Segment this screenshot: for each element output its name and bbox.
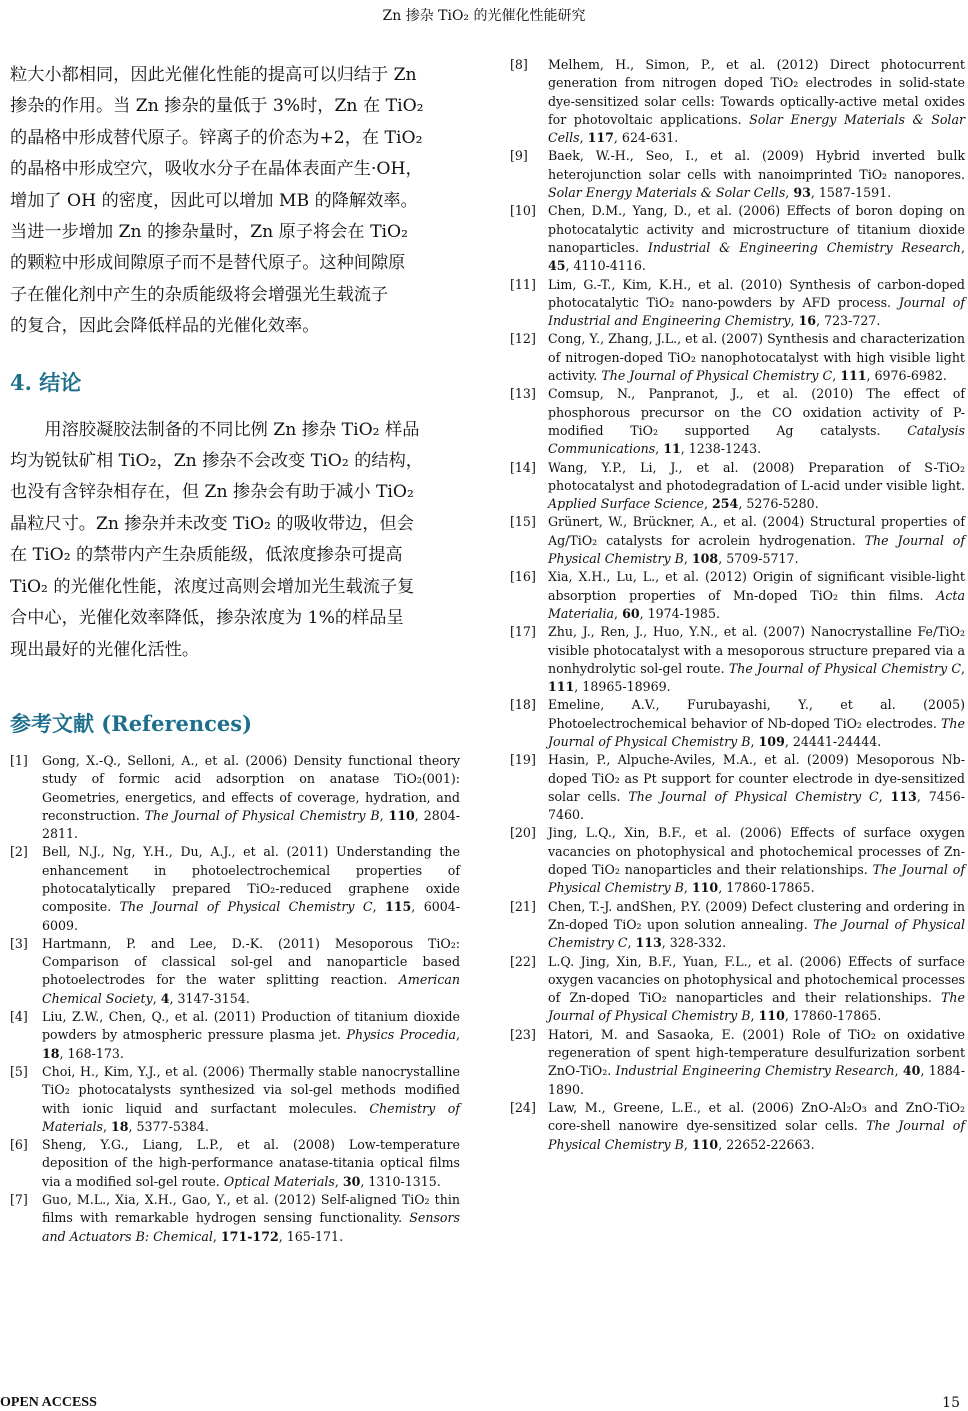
page-number: 15 [942,1395,960,1411]
journal-name: The Journal of Physical Chemistry B [548,715,965,749]
text-line: 用溶胶凝胶法制备的不同比例 Zn 掺杂 TiO₂ 样品 [44,419,420,440]
reference-number: [19] [510,752,536,768]
volume: 40 [902,1063,921,1079]
volume: 11 [663,441,681,457]
journal-name: The Journal of Physical Chemistry C [119,899,373,915]
reference-item [510,147,965,202]
journal-name: Sensors and Actuators B: Chemical [42,1210,460,1244]
reference-text: Emeline, A.V., Furubayashi, Y., et al. (2005) Photoelectrochemical behavior of Nb-doped TiO₂ electrodes. The Journal of Physical Chemistry B, 109, 24441-24444. [548,697,965,749]
reference-text: Bell, N.J., Ng, Y.H., Du, A.J., et al. (2011) Understanding the enhancement in photoelectrochemical properties of photocatalytically prepared TiO₂-reduced graphene oxide composite. The Journal of Physical Chemistry C, 115, 6004-6009. [42,844,460,933]
reference-number: [18] [510,697,536,713]
reference-number: [2] [10,844,28,860]
volume: 109 [758,733,785,749]
reference-number: [5] [10,1063,28,1079]
references-title: 参考文献 (References) [10,710,253,736]
reference-item [510,824,965,897]
reference-item [510,623,965,696]
journal-name: The Journal of Physical Chemistry B [548,990,965,1024]
reference-text: Liu, Z.W., Chen, Q., et al. (2011) Production of titanium dioxide powders by atmospheric pressure plasma jet. Physics Procedia, 18, 168-173. [42,1009,460,1061]
reference-text: Lim, G.-T., Kim, K.H., et al. (2010) Synthesis of carbon-doped photocatalytic TiO₂ nano-powders by AFD process. Journal of Industrial and Engineering Chemistry, 16, 723-727. [548,276,966,329]
text-line: 的复合，因此会降低样品的光催化效率。 [10,316,320,337]
text-line: 增加了 OH 的密度，因此可以增加 MB 的降解效率。 [10,190,418,211]
text-line: 均为锐钛矿相 TiO₂，Zn 掺杂不会改变 TiO₂ 的结构， [10,451,423,472]
journal-name: The Journal of Physical Chemistry B [548,532,965,567]
journal-name: Optical Materials [223,1173,335,1189]
volume: 93 [793,185,811,201]
volume: 110 [388,807,415,823]
text-line: 的晶格中形成替代原子。锌离子的价态为+2，在 TiO₂ [10,127,423,148]
text-line: 现出最好的光催化活性。 [10,639,200,660]
text-line: 在 TiO₂ 的禁带内产生杂质能级，低浓度掺杂可提高 [10,545,403,566]
reference-text: L.Q. Jing, Xin, B.F., Yuan, F.L., et al. (2006) Effects of surface oxygen vacancies on photophysical and photochemical processes of Zn-doped TiO₂ nanoparticles and their relationships. The Journal of Physical Chemistry B, 110, 17860-17865. [548,953,965,1024]
journal-name: Industrial Engineering Chemistry Research [615,1063,895,1079]
journal-name: Chemistry of Materials [42,1100,460,1134]
reference-text: Xia, X.H., Lu, L., et al. (2012) Origin of significant visible-light absorption properties of Mn-doped TiO₂ thin films. Acta Materialia, 60, 1974-1985. [548,569,965,621]
footer-open-access: OPEN ACCESS [0,1395,97,1410]
reference-number: [1] [10,752,28,768]
text-line: TiO₂ 的光催化性能，浓度过高则会增加光生载流子复 [10,576,415,597]
body-paragraph [10,60,460,343]
section-title: 4. 结论 [10,369,82,395]
text-line: 子在催化剂中产生的杂质能级将会增强光生载流子 [10,284,389,305]
reference-number: [16] [510,569,536,585]
text-line: 掺杂的作用。当 Zn 掺杂的量低于 3%时，Zn 在 TiO₂ [10,96,424,117]
journal-name: The Journal of Physical Chemistry C [601,368,833,384]
reference-item [10,935,460,1008]
reference-item [10,1191,460,1246]
journal-name: Solar Energy Materials & Solar Cells [548,185,786,201]
volume: 171-172 [220,1228,279,1244]
journal-name: Catalysis Communications [548,422,965,457]
volume: 110 [758,1008,785,1024]
reference-item [510,898,965,953]
reference-number: [22] [510,953,536,969]
reference-text: Law, M., Greene, L.E., et al. (2006) ZnO-Al₂O₃ and ZnO-TiO₂ core-shell nanowire dye-sensitized solar cells. The Journal of Physical Chemistry B, 110, 22652-22663. [548,1099,965,1152]
reference-number: [8] [510,57,528,72]
reference-item [10,1136,460,1191]
text-line: 合中心，光催化效率降低，掺杂浓度为 1%的样品呈 [10,608,404,629]
reference-text: Comsup, N., Panpranot, J., et al. (2010) The effect of phosphorous precursor on the CO oxidation activity of P-modified TiO₂ supported Ag catalysts. Catalysis Communications, 11, 1238-1243. [548,386,965,457]
reference-text: Jing, L.Q., Xin, B.F., et al. (2006) Effects of surface oxygen vacancies on photophysical and photochemical processes of Zn-doped TiO₂ nanoparticles and their relationships. The Journal of Physical Chemistry B, 110, 17860-17865. [548,825,965,896]
reference-item [510,513,965,568]
volume: 115 [384,899,412,915]
reference-number: [4] [10,1009,28,1025]
volume: 254 [712,496,739,512]
reference-text: Cong, Y., Zhang, J.L., et al. (2007) Synthesis and characterization of nitrogen-doped TiO₂ nanophotocatalyst with high visible light activity. The Journal of Physical Chemistry C, 111, 6976-6982. [548,331,965,384]
reference-item [10,752,460,843]
reference-item [510,330,965,385]
journal-name: Applied Surface Science [548,496,705,512]
volume: 110 [691,880,719,896]
reference-number: [11] [510,276,536,292]
journal-name: The Journal of Physical Chemistry C [628,788,879,804]
reference-text: Sheng, Y.G., Liang, L.P., et al. (2008) Low-temperature deposition of the high-performance anatase-titania optical films via a modified sol-gel route. Optical Materials, 30, 1310-1315. [42,1137,460,1189]
text-line: 晶粒尺寸。Zn 掺杂并未改变 TiO₂ 的吸收带边，但会 [10,513,414,534]
reference-item [10,1063,460,1136]
volume: 4 [160,990,170,1006]
reference-item [510,202,965,275]
reference-text: Baek, W.-H., Seo, I., et al. (2009) Hybrid inverted bulk heterojunction solar cells with nanoimprinted TiO₂ nanopores. Solar Energy Materials & Solar Cells, 93, 1587-1591. [548,148,965,201]
volume: 111 [548,679,575,695]
reference-text: Chen, T.-J. andShen, P.Y. (2009) Defect clustering and ordering in Zn-doped TiO₂ upon solution annealing. The Journal of Physical Chemistry C, 113, 328-332. [548,898,965,951]
reference-number: [14] [510,459,536,475]
journal-name: Journal of Industrial and Engineering Chemistry [548,294,966,329]
volume: 113 [635,935,662,951]
reference-text: Melhem, H., Simon, P., et al. (2012) Direct photocurrent generation from nitrogen doped TiO₂ electrodes in solid-state dye-sensitized solar cells: Towards optically-active metal oxides for photovoltaic applications. Solar Energy Materials & Solar Cells, 117, 624-631. [548,57,965,146]
reference-number: [15] [510,514,536,530]
references-list-right [510,56,965,1154]
volume: 16 [798,313,817,329]
reference-text: Hartmann, P. and Lee, D.-K. (2011) Mesoporous TiO₂: Comparison of classical sol-gel and nanoparticle based photoelectrodes for the water splitting reaction. American Chemical Society, 4, 3147-3154. [42,935,460,1006]
reference-number: [9] [510,148,528,164]
reference-item [510,953,965,1026]
reference-number: [6] [10,1137,28,1153]
reference-item [510,1026,965,1099]
volume: 110 [691,1136,719,1152]
reference-text: Zhu, J., Ren, J., Huo, Y.N., et al. (2007) Nanocrystalline Fe/TiO₂ visible photocatalyst with a mesoporous structure prepared via a nonhydrolytic sol-gel route. The Journal of Physical Chemistry C, 111, 18965-18969. [548,624,965,695]
journal-name: The Journal of Physical Chemistry B [548,1118,965,1152]
journal-name: The Journal of Physical Chemistry B [548,862,965,896]
conclusion-paragraph [10,415,460,666]
text-line: 粒大小都相同，因此光催化性能的提高可以归结于 Zn [10,65,417,85]
volume: 117 [587,130,614,146]
reference-number: [13] [510,386,536,402]
reference-number: [21] [510,898,536,914]
journal-name: American Chemical Society [42,972,460,1006]
reference-number: [10] [510,203,536,219]
reference-number: [20] [510,825,536,841]
volume: 108 [691,551,719,567]
reference-item [510,1099,965,1154]
reference-item [510,751,965,824]
volume: 18 [110,1118,129,1134]
journal-name: Acta Materialia [548,587,965,621]
volume: 60 [622,605,640,621]
volume: 111 [840,368,867,384]
reference-number: [12] [510,331,536,347]
reference-text: Hasin, P., Alpuche-Aviles, M.A., et al. (2009) Mesoporous Nb-doped TiO₂ as Pt support for counter electrode in dye-sensitized solar cells. The Journal of Physical Chemistry C, 113, 7456-7460. [548,752,965,823]
journal-name: Solar Energy Materials & Solar Cells [548,111,965,146]
text-line: 当进一步增加 Zn 的掺杂量时，Zn 原子将会在 TiO₂ [10,222,409,243]
left-column [10,60,460,1246]
reference-text: Choi, H., Kim, Y.J., et al. (2006) Thermally stable nanocrystalline TiO₂ photocatalysts synthesized via sol-gel methods modified with ionic liquid and surfactant molecules. Chemistry of Materials, 18, 5377-5384. [42,1063,460,1134]
journal-name: The Journal of Physical Chemistry B [144,807,380,823]
reference-item [510,385,965,458]
journal-name: The Journal of Physical Chemistry C [548,916,965,951]
journal-name: Industrial & Engineering Chemistry Research [647,239,961,255]
reference-number: [17] [510,624,536,640]
journal-name: The Journal of Physical Chemistry C [728,660,961,676]
text-line: 也没有含锌杂相存在，但 Zn 掺杂会有助于减小 TiO₂ [10,482,414,503]
reference-number: [24] [510,1099,536,1115]
text-line: 的颗粒中形成间隙原子而不是替代原子。这种间隙原 [10,253,406,274]
references-list-left [10,752,460,1246]
reference-item [510,276,965,331]
volume: 18 [42,1045,60,1061]
reference-item [10,843,460,934]
reference-number: [3] [10,935,28,951]
journal-name: Physics Procedia [346,1027,456,1043]
reference-text: Chen, D.M., Yang, D., et al. (2006) Effects of boron doping on photocatalytic activity and microstructure of titanium dioxide nanoparticles. Industrial & Engineering Chemistry Research, 45, 4110-4116. [548,203,965,274]
running-head: Zn 掺杂 TiO₂ 的光催化性能研究 [382,8,586,24]
reference-item [510,568,965,623]
reference-item [510,56,965,147]
reference-text: Wang, Y.P., Li, J., et al. (2008) Preparation of S-TiO₂ photocatalyst and photodegradation of L-acid under visible light. Applied Surface Science, 254, 5276-5280. [548,459,965,512]
volume: 30 [342,1173,361,1189]
reference-item [510,459,965,514]
reference-number: [23] [510,1026,536,1042]
reference-item [510,696,965,751]
reference-number: [7] [10,1192,28,1208]
reference-text: Hatori, M. and Sasaoka, E. (2001) Role of TiO₂ on oxidative regeneration of spent high-temperature desulfurization sorbent ZnO-TiO₂. Industrial Engineering Chemistry Research, 40, 1884-1890. [548,1026,965,1097]
text-line: 的晶格中形成空穴，吸收水分子在晶体表面产生·OH， [10,159,423,180]
volume: 45 [548,258,566,274]
reference-text: Grünert, W., Brückner, A., et al. (2004) Structural properties of Ag/TiO₂ catalysts for acrolein hydrogenation. The Journal of Physical Chemistry B, 108, 5709-5717. [548,514,965,567]
reference-text: Gong, X.-Q., Selloni, A., et al. (2006) Density functional theory study of formic acid adsorption on anatase TiO₂(001): Geometries, energetics, and effects of coverage, hydration, and reconstruction. The Journal of Physical Chemistry B, 110, 2804-2811. [42,752,461,842]
reference-item [10,1008,460,1063]
reference-text: Guo, M.L., Xia, X.H., Gao, Y., et al. (2012) Self-aligned TiO₂ thin films with remarkable hydrogen sensing functionality. Sensors and Actuators B: Chemical, 171-172, 165-171. [42,1192,460,1244]
volume: 113 [890,788,917,804]
